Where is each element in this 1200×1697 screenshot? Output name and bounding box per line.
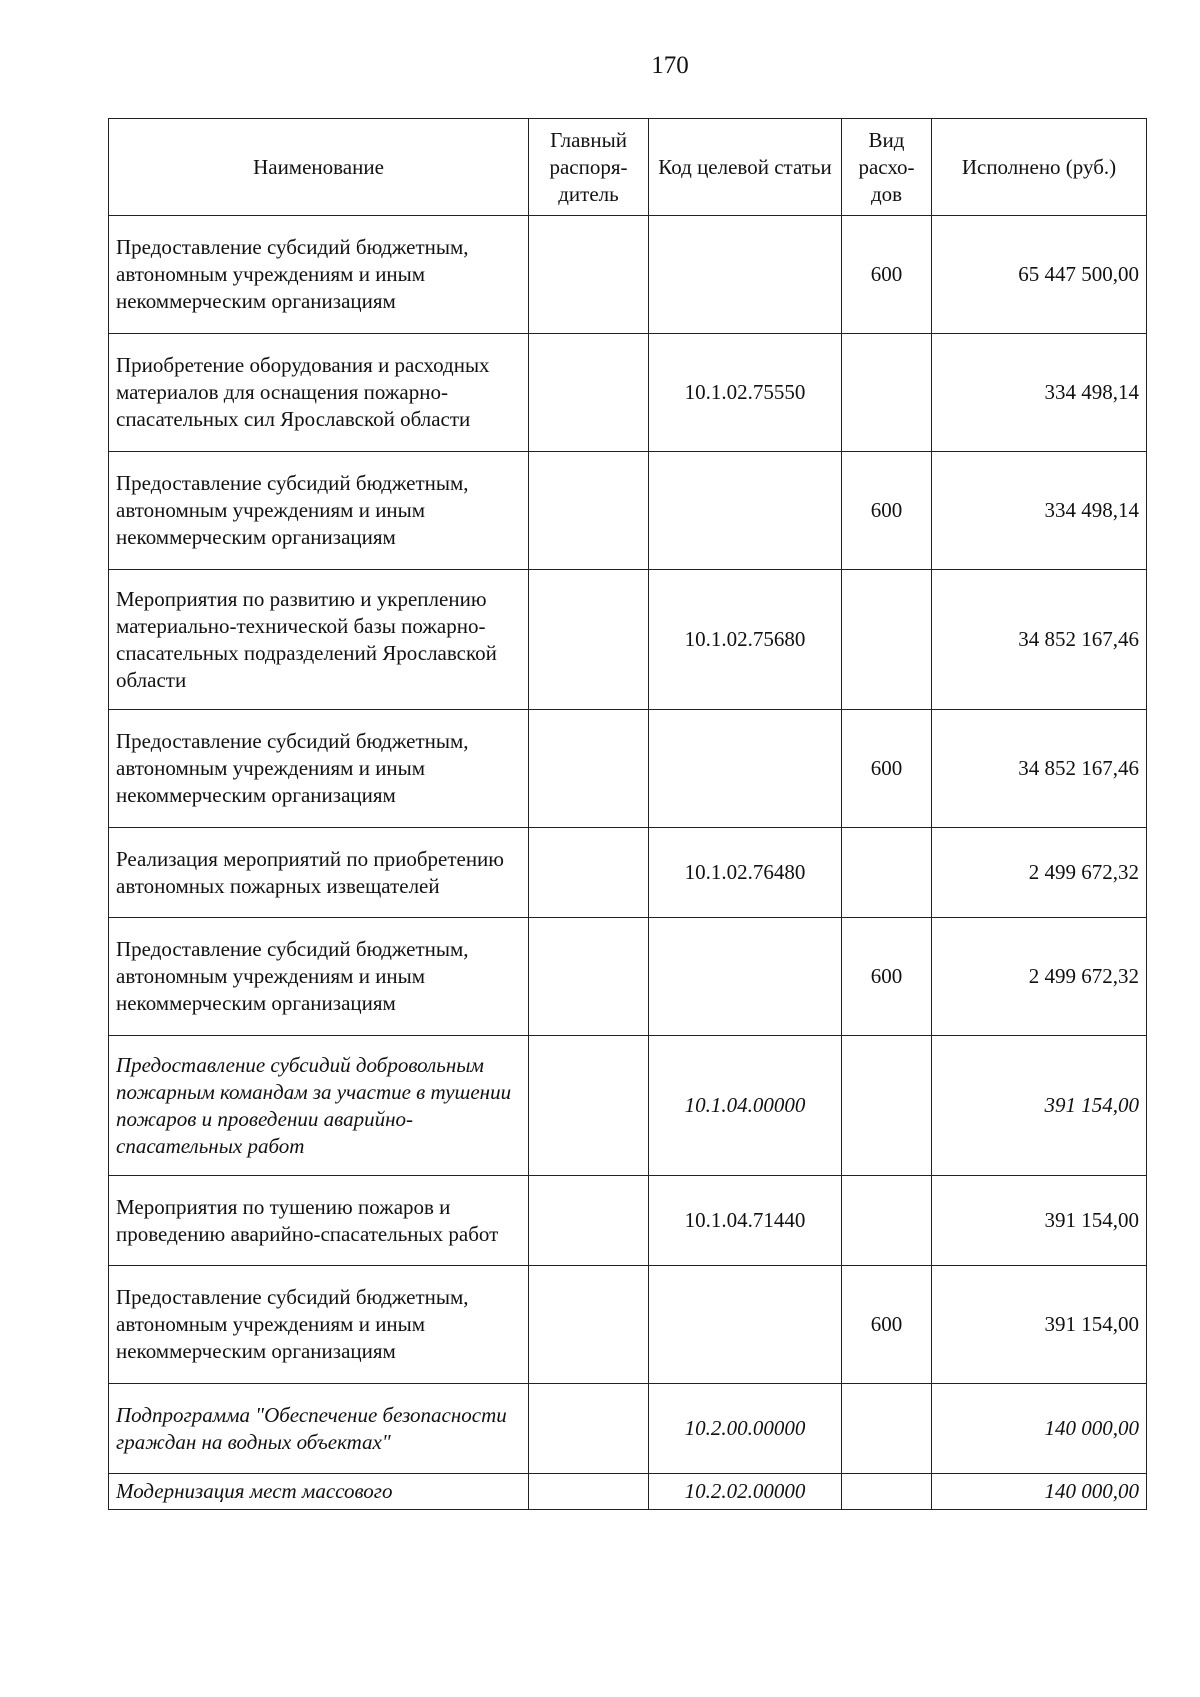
header-name: Наименование <box>109 119 529 216</box>
row-name-cell: Предоставление субсидий бюджетным, автономным учреждениям и иным некоммерческим организациям <box>109 452 529 570</box>
row-type-cell <box>842 1474 932 1510</box>
row-manager-cell <box>529 1176 649 1266</box>
row-type-cell <box>842 1176 932 1266</box>
row-code-cell: 10.2.02.00000 <box>649 1474 842 1510</box>
row-amount-cell: 140 000,00 <box>932 1474 1147 1510</box>
table-row <box>109 710 1147 828</box>
row-type-cell <box>842 1036 932 1176</box>
row-name-cell: Модернизация мест массового <box>109 1474 529 1510</box>
row-type-cell <box>842 828 932 918</box>
row-amount-cell: 334 498,14 <box>932 334 1147 452</box>
row-type-cell: 600 <box>842 710 932 828</box>
row-amount-cell: 65 447 500,00 <box>932 216 1147 334</box>
row-type-cell: 600 <box>842 1266 932 1384</box>
row-name-cell: Реализация мероприятий по приобретению автономных пожарных извещателей <box>109 828 529 918</box>
table-row <box>109 570 1147 710</box>
row-manager-cell <box>529 710 649 828</box>
row-amount-cell: 391 154,00 <box>932 1036 1147 1176</box>
budget-execution-table <box>108 118 1147 1510</box>
table-row <box>109 452 1147 570</box>
row-name-cell: Предоставление субсидий бюджетным, автономным учреждениям и иным некоммерческим организациям <box>109 1266 529 1384</box>
header-type: Вид расхо-дов <box>842 119 932 216</box>
row-code-cell: 10.1.02.75550 <box>649 334 842 452</box>
row-name-cell: Приобретение оборудования и расходных материалов для оснащения пожарно-спасательных сил Ярославской области <box>109 334 529 452</box>
row-name-cell: Предоставление субсидий бюджетным, автономным учреждениям и иным некоммерческим организациям <box>109 918 529 1036</box>
row-code-cell: 10.1.04.00000 <box>649 1036 842 1176</box>
table-row <box>109 1474 1147 1510</box>
row-amount-cell: 2 499 672,32 <box>932 828 1147 918</box>
row-amount-cell: 140 000,00 <box>932 1384 1147 1474</box>
row-manager-cell <box>529 1384 649 1474</box>
table-row <box>109 334 1147 452</box>
row-manager-cell <box>529 1266 649 1384</box>
row-code-cell <box>649 452 842 570</box>
row-amount-cell: 34 852 167,46 <box>932 710 1147 828</box>
page-number: 170 <box>651 52 689 79</box>
header-executed: Исполнено (руб.) <box>932 119 1147 216</box>
row-name-cell: Мероприятия по развитию и укреплению материально-технической базы пожарно-спасательных подразделений Ярославской области <box>109 570 529 710</box>
row-type-cell: 600 <box>842 918 932 1036</box>
table-row <box>109 1036 1147 1176</box>
row-type-cell: 600 <box>842 216 932 334</box>
row-code-cell <box>649 918 842 1036</box>
row-name-cell: Предоставление субсидий бюджетным, автономным учреждениям и иным некоммерческим организациям <box>109 216 529 334</box>
table-row <box>109 828 1147 918</box>
row-code-cell: 10.2.00.00000 <box>649 1384 842 1474</box>
row-type-cell <box>842 1384 932 1474</box>
row-amount-cell: 391 154,00 <box>932 1176 1147 1266</box>
row-name-cell: Предоставление субсидий добровольным пожарным командам за участие в тушении пожаров и проведении аварийно-спасательных работ <box>109 1036 529 1176</box>
row-manager-cell <box>529 918 649 1036</box>
row-code-cell <box>649 1266 842 1384</box>
row-name-cell: Предоставление субсидий бюджетным, автономным учреждениям и иным некоммерческим организациям <box>109 710 529 828</box>
row-manager-cell <box>529 216 649 334</box>
table-row <box>109 1176 1147 1266</box>
row-code-cell: 10.1.04.71440 <box>649 1176 842 1266</box>
row-code-cell <box>649 216 842 334</box>
row-manager-cell <box>529 828 649 918</box>
row-amount-cell: 391 154,00 <box>932 1266 1147 1384</box>
row-code-cell: 10.1.02.76480 <box>649 828 842 918</box>
row-amount-cell: 334 498,14 <box>932 452 1147 570</box>
row-name-cell: Подпрограмма "Обеспечение безопасности граждан на водных объектах" <box>109 1384 529 1474</box>
header-manager: Главный распоря-дитель <box>529 119 649 216</box>
table-row <box>109 1266 1147 1384</box>
row-manager-cell <box>529 1474 649 1510</box>
row-amount-cell: 2 499 672,32 <box>932 918 1147 1036</box>
row-code-cell <box>649 710 842 828</box>
row-code-cell: 10.1.02.75680 <box>649 570 842 710</box>
table-header-row <box>109 119 1147 216</box>
row-manager-cell <box>529 452 649 570</box>
row-amount-cell: 34 852 167,46 <box>932 570 1147 710</box>
table-row <box>109 216 1147 334</box>
row-type-cell <box>842 570 932 710</box>
row-manager-cell <box>529 334 649 452</box>
table-row <box>109 918 1147 1036</box>
header-code: Код целевой статьи <box>649 119 842 216</box>
row-manager-cell <box>529 1036 649 1176</box>
row-type-cell <box>842 334 932 452</box>
row-manager-cell <box>529 570 649 710</box>
table-row <box>109 1384 1147 1474</box>
row-type-cell: 600 <box>842 452 932 570</box>
row-name-cell: Мероприятия по тушению пожаров и проведению аварийно-спасательных работ <box>109 1176 529 1266</box>
